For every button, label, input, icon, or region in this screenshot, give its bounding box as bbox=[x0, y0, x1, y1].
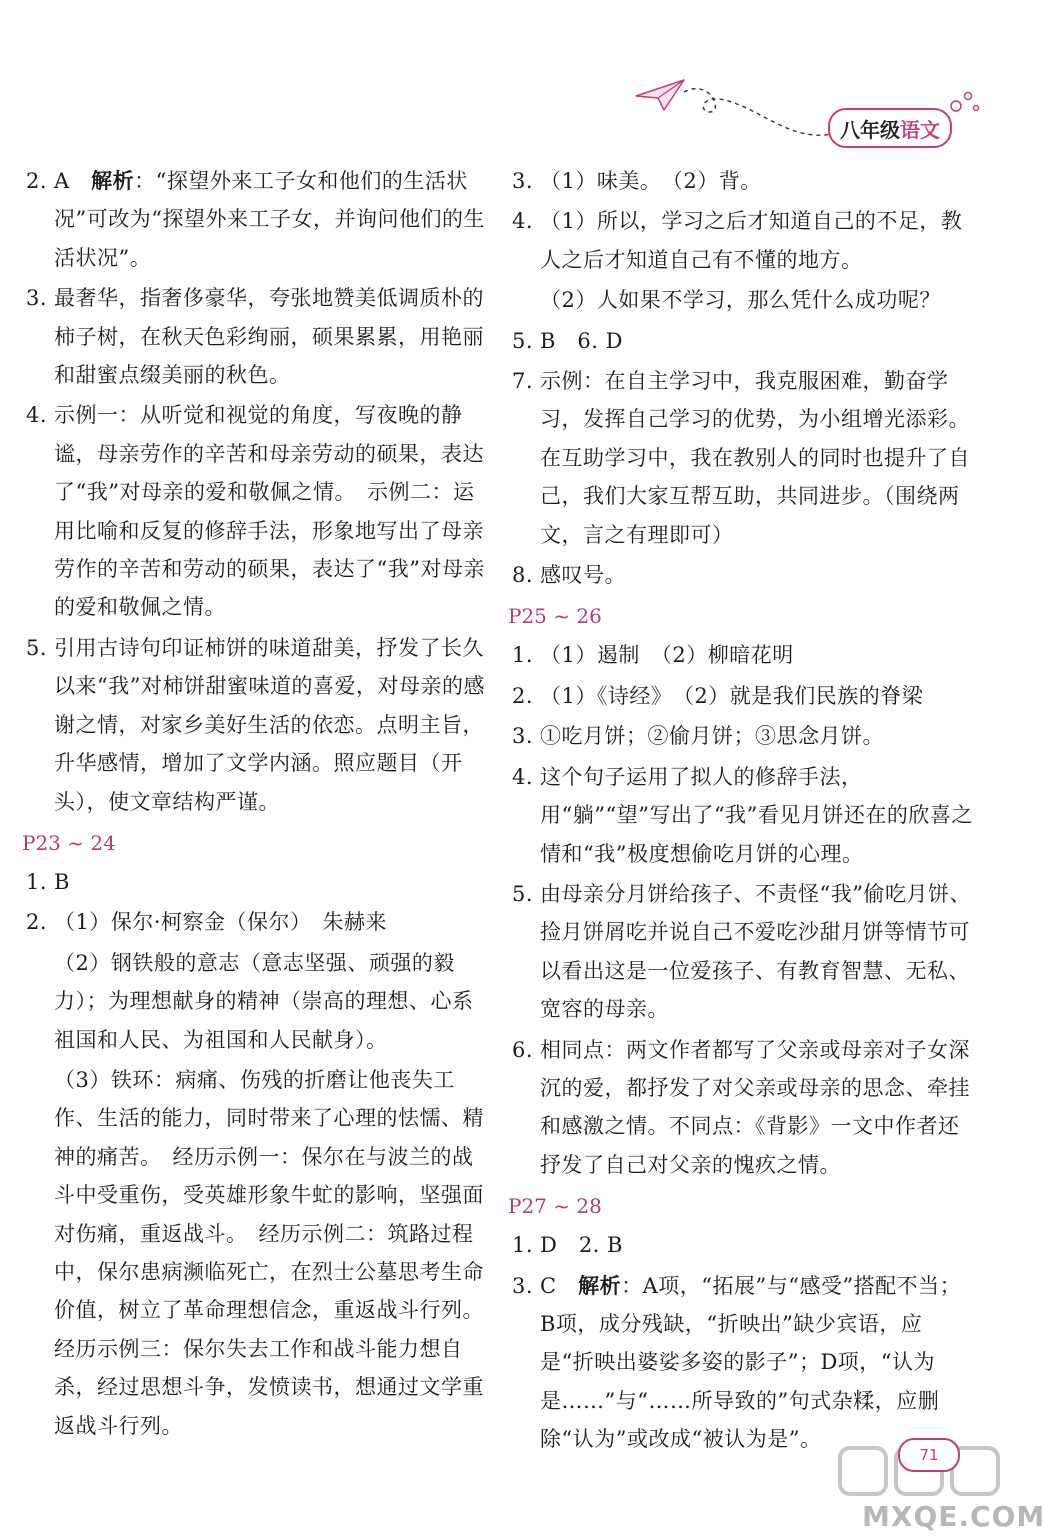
answer-text: （2）人如果不学习，那么凭什么成功呢？ bbox=[540, 288, 941, 313]
page-number: 71 bbox=[898, 1438, 960, 1472]
answer-text: （2）钢铁般的意志（意志坚强、顽强的毅力）；为理想献身的精神（崇高的理想、心系祖国和人民、为祖国和人民献身）。 bbox=[54, 950, 474, 1052]
answer-item bbox=[508, 636, 973, 674]
answer-number: 5. bbox=[512, 881, 534, 906]
answer-text: 相同点：两文作者都写了父亲或母亲对子女深沉的爱，都抒发了对父亲或母亲的思念、牵挂和感激之情。不同点：《背影》一文中作者还抒发了自己对父亲的愧疚之情。 bbox=[540, 1037, 970, 1177]
answer-item bbox=[22, 863, 492, 901]
answer-number: 2. bbox=[26, 169, 48, 193]
answer-item bbox=[508, 556, 973, 594]
page-header bbox=[600, 60, 1025, 170]
answer-number: 3. bbox=[512, 169, 534, 193]
answer-text: 感叹号。 bbox=[540, 563, 626, 588]
answer-text: 示例：在自主学习中，我克服困难，勤奋学习，发挥自己学习的优势，为小组增光添彩。在互助学习中，我在教别人的同时也提升了自己，我们大家互帮互助，共同进步。（围绕两文，言之有理即可） bbox=[540, 369, 970, 547]
answer-text: 引用古诗句印证柿饼的味道甜美，抒发了长久以来“我”对柿饼甜蜜味道的喜爱，对母亲的感谢之情，对家乡美好生活的依恋。点明主旨，升华感情，增加了文学内涵。照应题目（开头），使文章结构严谨。 bbox=[54, 635, 485, 814]
answer-text: ①吃月饼；②偷月饼；③思念月饼。 bbox=[540, 724, 884, 749]
answer-subitem bbox=[508, 281, 973, 319]
answer-item bbox=[508, 362, 973, 554]
answer-item bbox=[508, 717, 973, 755]
answer-item bbox=[22, 279, 492, 394]
answer-text: B 6. D bbox=[540, 328, 623, 353]
answer-number: 2. bbox=[512, 683, 534, 708]
analysis-label: 解析 bbox=[578, 1272, 622, 1298]
answer-text: 这个句子运用了拟人的修辞手法，用“躺”“望”写出了“我”看见月饼还在的欣喜之情和“我”极度想偷吃月饼的心理。 bbox=[540, 764, 973, 866]
badge-subject: 语文 bbox=[900, 117, 940, 142]
answer-text: D 2. B bbox=[540, 1233, 623, 1258]
answer-item bbox=[508, 677, 973, 715]
answer-item bbox=[508, 1031, 973, 1185]
answer-number: 4. bbox=[26, 403, 48, 428]
section-heading-p27: P27 ~ 28 bbox=[508, 1194, 602, 1219]
answer-number: 4. bbox=[512, 764, 534, 789]
answer-item bbox=[22, 396, 492, 626]
answer-item bbox=[508, 1226, 973, 1264]
answer-item bbox=[22, 903, 492, 941]
answer-text: 示例一：从听觉和视觉的角度，写夜晚的静谧，母亲劳作的辛苦和母亲劳动的硕果，表达了“我”对母亲的爱和敬佩之情。 示例二：运用比喻和反复的修辞手法，形象地写出了母亲劳作的辛苦和劳动的硕果，表达了“我”对母亲的爱和敬佩之情。 bbox=[54, 403, 485, 620]
bubbles-icon bbox=[948, 82, 988, 122]
answer-number: 2. bbox=[26, 910, 48, 935]
answer-number: 8. bbox=[512, 563, 534, 588]
answer-number: 1. bbox=[512, 1233, 534, 1258]
grade-subject-badge bbox=[828, 108, 952, 148]
answer-number: 4. bbox=[512, 209, 534, 234]
answer-choice: A bbox=[54, 169, 92, 193]
answer-item bbox=[508, 1267, 973, 1459]
answer-text: ：A项，“拓展”与“感受”搭配不当；B项，成分残缺，“折映出”缺少宾语，应是“折映出婆娑多姿的影子”；D项，“认为是……”与“……所导致的”句式杂糅，应删除“认为”或改成“被认为是”。 bbox=[540, 1273, 962, 1452]
answer-number: 5. bbox=[512, 328, 534, 353]
answer-text: （1）味美。 （2）背。 bbox=[540, 169, 762, 193]
answer-item bbox=[508, 202, 973, 279]
paper-plane-icon bbox=[634, 78, 686, 112]
answer-text: （1）《诗经》 （2）就是我们民族的脊梁 bbox=[540, 683, 924, 708]
answer-choice: C bbox=[540, 1273, 579, 1298]
answer-subitem bbox=[22, 1061, 495, 1445]
answer-number: 3. bbox=[512, 1273, 534, 1298]
answer-number: 6. bbox=[512, 1037, 534, 1062]
analysis-label: 解析 bbox=[91, 168, 135, 193]
section-heading-p25: P25 ~ 26 bbox=[508, 604, 602, 629]
answer-text: （1）保尔·柯察金（保尔） 朱赫来 bbox=[54, 910, 388, 935]
answer-subitem bbox=[22, 944, 492, 1059]
badge-grade: 八年级 bbox=[840, 117, 900, 142]
answer-number: 1. bbox=[26, 869, 48, 894]
section-heading-p23: P23 ~ 24 bbox=[22, 830, 116, 855]
answer-text: （1）遏制 （2）柳暗花明 bbox=[540, 643, 794, 668]
answer-number: 7. bbox=[512, 369, 534, 394]
answer-text: （1）所以，学习之后才知道自己的不足，教人之后才知道自己有不懂的地方。 bbox=[540, 209, 963, 272]
answer-item bbox=[508, 322, 973, 360]
left-column bbox=[22, 162, 495, 1447]
answer-item bbox=[508, 875, 973, 1029]
answer-number: 3. bbox=[512, 724, 534, 749]
watermark-text: MXQE.COM bbox=[862, 1500, 1045, 1533]
answer-number: 1. bbox=[512, 643, 534, 668]
dashed-path-icon bbox=[680, 82, 840, 152]
right-column bbox=[508, 162, 973, 1461]
answer-text: （3）铁环：病痛、伤残的折磨让他丧失工作、生活的能力，同时带来了心理的怯懦、精神的痛苦。 经历示例一：保尔在与波兰的战斗中受重伤，受英雄形象牛虻的影响，坚强面对伤痛，重返战斗。 经历示例二：筑路过程中，保尔患病濒临死亡，在烈士公墓思考生命价值，树立了革命理想信念，重返战斗行列。 经历示例三：保尔失去工作和战斗能力想自杀，经过思想斗争，发愤读书，想通过文学重返战斗行列。 bbox=[54, 1067, 495, 1438]
answer-item bbox=[22, 162, 492, 277]
answer-text: 最奢华，指奢侈豪华，夸张地赞美低调质朴的柿子树，在秋天色彩绚丽，硕果累累，用艳丽和甜蜜点缀美丽的秋色。 bbox=[54, 286, 484, 388]
answer-item bbox=[22, 629, 492, 821]
answer-text: 由母亲分月饼给孩子、不责怪“我”偷吃月饼、捡月饼屑吃并说自己不爱吃沙甜月饼等情节可以看出这是一位爱孩子、有教育智慧、无私、宽容的母亲。 bbox=[540, 881, 971, 1022]
answer-item bbox=[508, 758, 973, 873]
answer-text: ：“探望外来工子女和他们的生活状况”可改为“探望外来工子女，并询问他们的生活状况”。 bbox=[54, 169, 485, 270]
answer-text: B bbox=[54, 869, 70, 894]
answer-item bbox=[508, 162, 973, 200]
answer-number: 3. bbox=[26, 286, 48, 311]
answer-number: 5. bbox=[26, 635, 48, 660]
